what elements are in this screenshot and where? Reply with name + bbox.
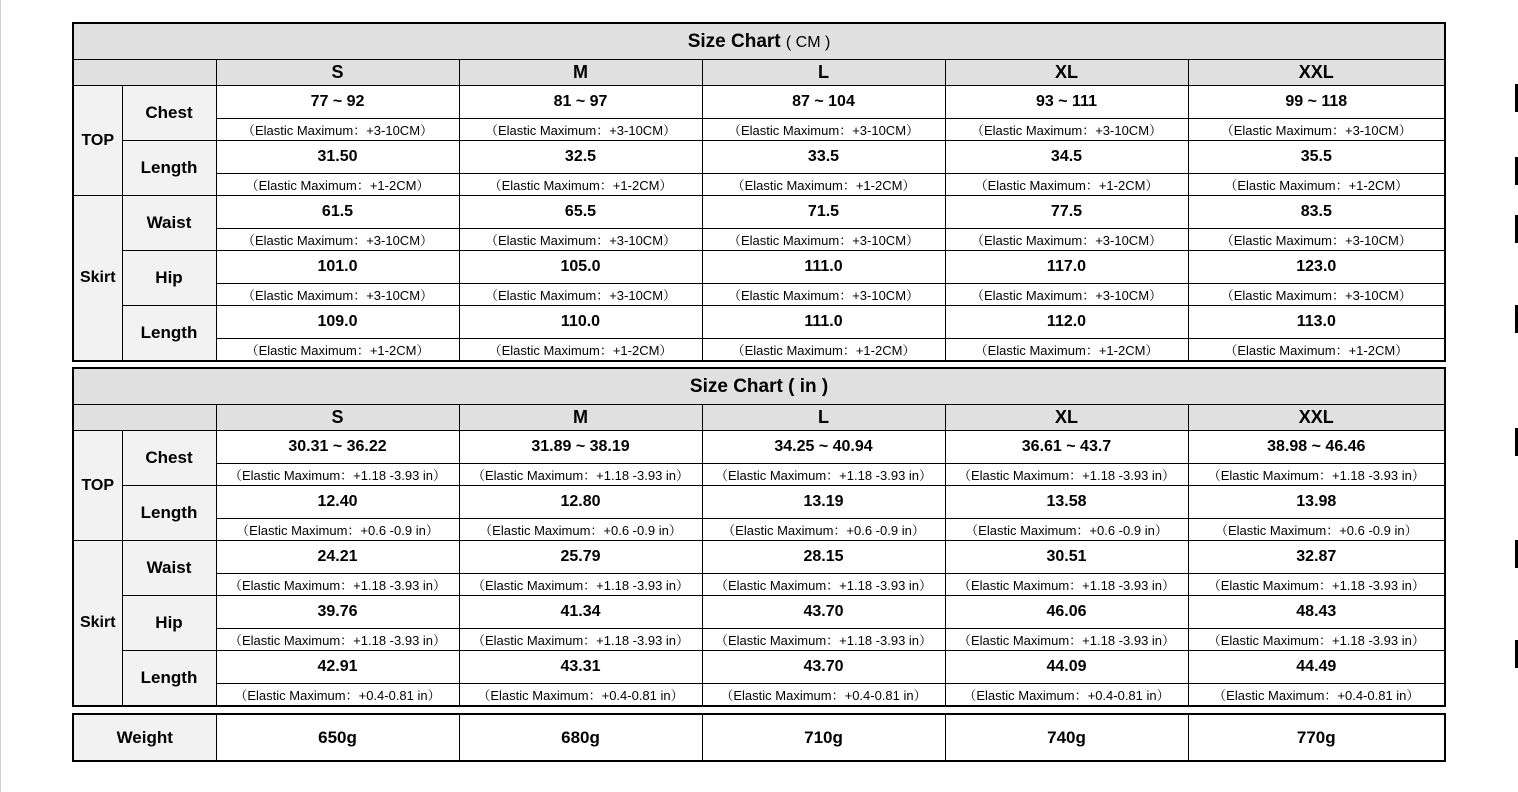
value-cell: 42.91 (216, 651, 459, 684)
value-cell: 32.87 (1188, 541, 1445, 574)
size-header: XXL (1188, 405, 1445, 431)
value-cell: 81 ~ 97 (459, 86, 702, 119)
value-cell: 77 ~ 92 (216, 86, 459, 119)
value-cell: 34.25 ~ 40.94 (702, 431, 945, 464)
note-cell: （Elastic Maximum：+3-10CM） (459, 119, 702, 141)
note-cell: （Elastic Maximum：+1.18 -3.93 in） (216, 629, 459, 651)
value-cell: 30.51 (945, 541, 1188, 574)
value-cell: 112.0 (945, 306, 1188, 339)
size-chart-cm (72, 22, 1446, 362)
note-cell: （Elastic Maximum：+1-2CM） (945, 339, 1188, 362)
note-cell: （Elastic Maximum：+3-10CM） (1188, 229, 1445, 251)
value-cell: 25.79 (459, 541, 702, 574)
chart-title (73, 368, 1445, 405)
weight-value: 740g (945, 714, 1188, 761)
value-cell: 123.0 (1188, 251, 1445, 284)
value-cell: 83.5 (1188, 196, 1445, 229)
note-cell: （Elastic Maximum：+3-10CM） (702, 229, 945, 251)
size-header: L (702, 405, 945, 431)
value-cell: 65.5 (459, 196, 702, 229)
measure-label: Length (122, 486, 216, 541)
value-cell: 110.0 (459, 306, 702, 339)
value-cell: 93 ~ 111 (945, 86, 1188, 119)
value-cell: 117.0 (945, 251, 1188, 284)
note-cell: （Elastic Maximum：+1.18 -3.93 in） (1188, 464, 1445, 486)
group-label-top: TOP (73, 431, 122, 541)
value-cell: 43.70 (702, 651, 945, 684)
note-cell: （Elastic Maximum：+3-10CM） (945, 229, 1188, 251)
measure-label: Waist (122, 541, 216, 596)
size-header: M (459, 60, 702, 86)
group-label-skirt: Skirt (73, 541, 122, 707)
note-cell: （Elastic Maximum：+3-10CM） (216, 284, 459, 306)
page-border (0, 0, 1, 792)
value-cell: 24.21 (216, 541, 459, 574)
note-cell: （Elastic Maximum：+3-10CM） (1188, 284, 1445, 306)
chart-title-text: Size Chart (687, 30, 781, 52)
corner-cell (73, 60, 216, 86)
value-cell: 28.15 (702, 541, 945, 574)
note-cell: （Elastic Maximum：+1.18 -3.93 in） (945, 574, 1188, 596)
value-cell: 43.70 (702, 596, 945, 629)
value-cell: 105.0 (459, 251, 702, 284)
note-cell: （Elastic Maximum：+1.18 -3.93 in） (459, 464, 702, 486)
value-cell: 99 ~ 118 (1188, 86, 1445, 119)
measure-label: Hip (122, 596, 216, 651)
note-cell: （Elastic Maximum：+1.18 -3.93 in） (216, 464, 459, 486)
weight-value: 650g (216, 714, 459, 761)
note-cell: （Elastic Maximum：+0.4-0.81 in） (945, 684, 1188, 707)
group-label-top: TOP (73, 86, 122, 196)
value-cell: 35.5 (1188, 141, 1445, 174)
value-cell: 111.0 (702, 251, 945, 284)
value-cell: 31.50 (216, 141, 459, 174)
note-cell: （Elastic Maximum：+1.18 -3.93 in） (702, 574, 945, 596)
value-cell: 109.0 (216, 306, 459, 339)
value-cell: 46.06 (945, 596, 1188, 629)
note-cell: （Elastic Maximum：+1.18 -3.93 in） (459, 629, 702, 651)
note-cell: （Elastic Maximum：+1.18 -3.93 in） (702, 629, 945, 651)
note-cell: （Elastic Maximum：+1.18 -3.93 in） (945, 629, 1188, 651)
weight-value: 680g (459, 714, 702, 761)
value-cell: 13.19 (702, 486, 945, 519)
note-cell: （Elastic Maximum：+3-10CM） (459, 229, 702, 251)
chart-title (73, 23, 1445, 60)
note-cell: （Elastic Maximum：+0.6 -0.9 in） (1188, 519, 1445, 541)
note-cell: （Elastic Maximum：+1-2CM） (216, 339, 459, 362)
note-cell: （Elastic Maximum：+1.18 -3.93 in） (1188, 574, 1445, 596)
note-cell: （Elastic Maximum：+1-2CM） (1188, 339, 1445, 362)
chart-title-text: Size Chart (689, 375, 783, 397)
value-cell: 43.31 (459, 651, 702, 684)
value-cell: 71.5 (702, 196, 945, 229)
note-cell: （Elastic Maximum：+1.18 -3.93 in） (459, 574, 702, 596)
value-cell: 41.34 (459, 596, 702, 629)
note-cell: （Elastic Maximum：+1-2CM） (459, 174, 702, 196)
note-cell: （Elastic Maximum：+1.18 -3.93 in） (945, 464, 1188, 486)
value-cell: 44.49 (1188, 651, 1445, 684)
value-cell: 33.5 (702, 141, 945, 174)
weight-value: 770g (1188, 714, 1445, 761)
size-header: L (702, 60, 945, 86)
value-cell: 39.76 (216, 596, 459, 629)
value-cell: 34.5 (945, 141, 1188, 174)
value-cell: 13.58 (945, 486, 1188, 519)
value-cell: 101.0 (216, 251, 459, 284)
value-cell: 13.98 (1188, 486, 1445, 519)
weight-table (72, 713, 1446, 762)
size-header: S (216, 60, 459, 86)
value-cell: 48.43 (1188, 596, 1445, 629)
size-header: XL (945, 60, 1188, 86)
note-cell: （Elastic Maximum：+1.18 -3.93 in） (216, 574, 459, 596)
note-cell: （Elastic Maximum：+1-2CM） (702, 174, 945, 196)
value-cell: 31.89 ~ 38.19 (459, 431, 702, 464)
note-cell: （Elastic Maximum：+1-2CM） (702, 339, 945, 362)
chart-unit: ( in ) (788, 375, 829, 397)
note-cell: （Elastic Maximum：+1.18 -3.93 in） (1188, 629, 1445, 651)
note-cell: （Elastic Maximum：+0.4-0.81 in） (1188, 684, 1445, 707)
note-cell: （Elastic Maximum：+3-10CM） (945, 119, 1188, 141)
measure-label: Waist (122, 196, 216, 251)
measure-label: Chest (122, 431, 216, 486)
measure-label: Chest (122, 86, 216, 141)
group-label-skirt: Skirt (73, 196, 122, 362)
value-cell: 113.0 (1188, 306, 1445, 339)
note-cell: （Elastic Maximum：+0.4-0.81 in） (216, 684, 459, 707)
note-cell: （Elastic Maximum：+0.6 -0.9 in） (702, 519, 945, 541)
size-header: M (459, 405, 702, 431)
note-cell: （Elastic Maximum：+1-2CM） (1188, 174, 1445, 196)
value-cell: 87 ~ 104 (702, 86, 945, 119)
note-cell: （Elastic Maximum：+0.4-0.81 in） (702, 684, 945, 707)
note-cell: （Elastic Maximum：+0.6 -0.9 in） (216, 519, 459, 541)
value-cell: 12.80 (459, 486, 702, 519)
weight-value: 710g (702, 714, 945, 761)
note-cell: （Elastic Maximum：+0.6 -0.9 in） (459, 519, 702, 541)
note-cell: （Elastic Maximum：+3-10CM） (702, 284, 945, 306)
size-chart-in (72, 367, 1446, 707)
weight-label: Weight (73, 714, 216, 761)
note-cell: （Elastic Maximum：+1-2CM） (945, 174, 1188, 196)
note-cell: （Elastic Maximum：+1.18 -3.93 in） (702, 464, 945, 486)
value-cell: 77.5 (945, 196, 1188, 229)
value-cell: 36.61 ~ 43.7 (945, 431, 1188, 464)
note-cell: （Elastic Maximum：+0.6 -0.9 in） (945, 519, 1188, 541)
size-header: XL (945, 405, 1188, 431)
note-cell: （Elastic Maximum：+3-10CM） (1188, 119, 1445, 141)
measure-label: Length (122, 141, 216, 196)
value-cell: 61.5 (216, 196, 459, 229)
size-header: XXL (1188, 60, 1445, 86)
note-cell: （Elastic Maximum：+3-10CM） (459, 284, 702, 306)
note-cell: （Elastic Maximum：+1-2CM） (459, 339, 702, 362)
note-cell: （Elastic Maximum：+3-10CM） (216, 119, 459, 141)
value-cell: 32.5 (459, 141, 702, 174)
value-cell: 12.40 (216, 486, 459, 519)
value-cell: 111.0 (702, 306, 945, 339)
value-cell: 44.09 (945, 651, 1188, 684)
value-cell: 30.31 ~ 36.22 (216, 431, 459, 464)
size-header: S (216, 405, 459, 431)
measure-label: Length (122, 306, 216, 362)
note-cell: （Elastic Maximum：+1-2CM） (216, 174, 459, 196)
chart-unit: ( CM ) (785, 33, 831, 51)
value-cell: 38.98 ~ 46.46 (1188, 431, 1445, 464)
note-cell: （Elastic Maximum：+3-10CM） (216, 229, 459, 251)
corner-cell (73, 405, 216, 431)
measure-label: Hip (122, 251, 216, 306)
note-cell: （Elastic Maximum：+0.4-0.81 in） (459, 684, 702, 707)
note-cell: （Elastic Maximum：+3-10CM） (702, 119, 945, 141)
measure-label: Length (122, 651, 216, 707)
note-cell: （Elastic Maximum：+3-10CM） (945, 284, 1188, 306)
